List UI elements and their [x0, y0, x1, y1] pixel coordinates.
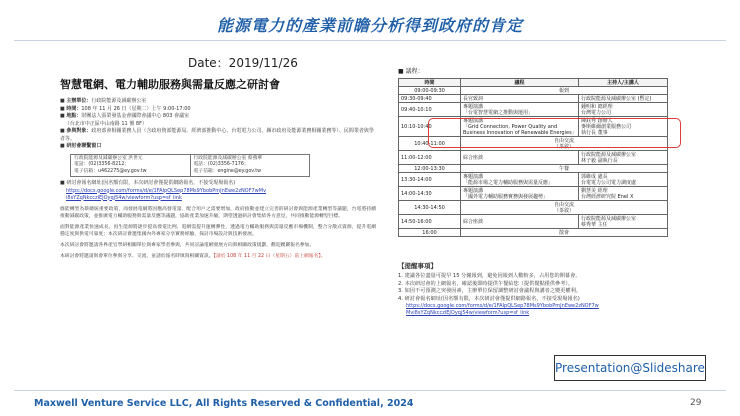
contact-card	[191, 155, 310, 177]
title-divider	[14, 40, 726, 41]
contact-phone: 電話：(02)3356-7176；	[193, 162, 249, 167]
header-speaker: 主持人/主講人	[579, 79, 668, 87]
footer-divider	[14, 390, 726, 391]
event-announcement-document	[60, 78, 376, 378]
agenda-topic: 專題演講 「國外電力輔助服務實務與發展趨勢」	[461, 187, 579, 201]
agenda-time: 14:50-16:00	[399, 215, 461, 229]
agenda-topic: 午餐	[461, 165, 668, 173]
agenda-speaker: 行政院能源及減碳辦公室 (暫定)	[579, 95, 668, 103]
agenda-row	[399, 201, 668, 215]
agenda-row	[399, 187, 668, 201]
highlighted-talk-outline	[428, 118, 681, 148]
agenda-time: 10:40-11:00	[399, 137, 461, 151]
contact-org: 行政院能源及減碳辦公室 洪世元	[74, 155, 143, 161]
agenda-speaker: 郭維成 處長 台電電力公司電力調度處	[579, 173, 668, 187]
agenda-time: 13:30-14:00	[399, 173, 461, 187]
header-topic: 議程	[461, 79, 579, 87]
note-item: 2. 本次研討會的上網報名，確認後即時提供午餐給您（提供餐點僅供參考）。	[398, 280, 574, 287]
event-info-line: ■ 研討會聯繫窗口	[60, 143, 102, 149]
agenda-speaker: 鍾明和 總經理 台灣電力公司	[579, 103, 668, 117]
agenda-topic: 報到	[461, 87, 668, 95]
agenda-time: 09:40-10:10	[399, 103, 461, 117]
page-number: 29	[690, 398, 702, 408]
header-time: 時間	[399, 79, 461, 87]
reminder-notes	[398, 262, 682, 317]
event-info-line: ■ 時間：108 年 11 月 26 日（星期二）上午 9:00-17:00	[60, 105, 191, 112]
event-info-line: （台北市中正區中山南路 11 號 8F）	[64, 120, 147, 127]
agenda-speaker: 行政院能源及減碳辦公室 林子毅 副執行長	[579, 151, 668, 165]
contact-org: 行政院能源及減碳辦公室 蔡燕華	[193, 155, 263, 161]
paragraph: 綠能轉型為蔡總統重要政策，而發展電網將因應高發電量、配合用戶之需要增加，政府推動並建立完善的研討會與能源產業轉型等議題，台電將持續推動減碳政策，並推廣電力輔助服務與需量反應等議題，協助產業加速升級，期望透過研討會集結各方意見，共同推動能源轉型目標。	[60, 206, 376, 219]
agenda-time: 11:00-12:00	[399, 151, 461, 165]
register-link[interactable]: https://docs.google.com/forms/d/e/1FAIpQLSep78Ms9YbobPmJnEwe2zNOF7wMv	[66, 187, 267, 194]
agenda-topic: 自由交流 （茶敘）	[461, 201, 668, 215]
event-info-line: ■ 參與對象：政府部會相關業務人員（含政府資部能源局、經濟部推動中心、台電電力公司、縣市政府及能源業務相關業務等）、民間業者與學者等。	[60, 128, 374, 142]
note-item: 1. 建議各位盡量可提早 15 分鐘報到，避免因報到人數較多，占用您的開幕會。	[398, 273, 581, 279]
agenda-row	[399, 173, 668, 187]
source-credit: Presentation@Slideshare	[554, 355, 706, 381]
agenda-row	[399, 151, 668, 165]
event-date: Date：2019/11/26	[188, 56, 298, 70]
agenda-topic: 專題演講 「能源市場之電力輔助服務與需量反應」	[461, 173, 579, 187]
agenda-topic: 自由交流 （茶敘）	[461, 137, 668, 151]
agenda-time: 09:30-09:40	[399, 95, 461, 103]
contact-phone: 電話：(02)3356-8212；	[74, 162, 130, 167]
notes-register-link-continued[interactable]: Mvi8sYZqNkcczlEJOyqj54w/viewform?usp=sf_link	[406, 310, 530, 317]
agenda-row	[399, 95, 668, 103]
agenda-topic: 綜合座談	[461, 215, 579, 229]
agenda-table	[398, 78, 668, 237]
paragraph: 本研討會將邀請與會單位參與分享、交流，並請於報名時填寫相關資訊。【請於 108 年 11 月 22 日（星期五）前上網報名】。	[60, 253, 326, 259]
agenda-time: 14:30-14:50	[399, 201, 461, 215]
agenda-time: 09:00-09:30	[399, 87, 461, 95]
agenda-row	[399, 165, 668, 173]
agenda-row	[399, 215, 668, 229]
register-link-continued[interactable]: i8sYZqNkcczlEJOyqj54w/viewform?usp=sf_link	[66, 194, 182, 201]
agenda-speaker: 劉慧美 經理 台灣經濟研究院 Enel X	[579, 187, 668, 201]
register-label: ■ 研討會報名網址(因名額有限，本次研討會僅提供網路報名，不接受現場報名)	[60, 180, 236, 186]
agenda-header-row	[399, 79, 668, 87]
agenda-topic: 長官致詞	[461, 95, 579, 103]
agenda-section	[398, 68, 678, 237]
paragraph: 本次研討會將邀請各界產官學研相關單位與專家學者參與，共同討論電網發展方向與相關政策規劃，歡迎踴躍報名參加。	[60, 242, 315, 248]
footer-copyright: Maxwell Venture Service LLC, All Rights Reserved & Confidential, 2024	[34, 398, 414, 409]
event-info-line: ■ 地點：財團法人張榮發基金會國際會議中心 803 會議室	[60, 113, 190, 119]
agenda-row	[399, 87, 668, 95]
note-item: 3. 如因不可預測之突發因素，主辦單位保留調整研討會議程與講者之變更權利。	[398, 288, 581, 295]
agenda-topic: 專題演講 「台電智慧電網之推動與運用」	[461, 103, 579, 117]
agenda-time: 12:00-13:30	[399, 165, 461, 173]
agenda-speaker: 行政院能源及減碳辦公室 蔡秀華 主任	[579, 215, 668, 229]
agenda-topic: 專題演講 「Grid Connection, Power Quality and Business Innovation of Renewable Energies」	[461, 117, 579, 137]
event-info-list	[60, 98, 376, 151]
notes-register-link[interactable]: https://docs.google.com/forms/d/e/1FAIpQLSep78Ms9YbobPmJnEwe2zNOF7w	[406, 303, 599, 310]
agenda-time: 14:00-14:30	[399, 187, 461, 201]
registration-deadline: 【請於 108 年 11 月 22 日（星期五）前上網報名】。	[213, 253, 326, 259]
notes-title: 【提醒事項】	[398, 262, 437, 270]
contact-email: 電子信箱：engine@ey.gov.tw	[193, 168, 262, 174]
paragraph: 面對能源產業快速成長，再生能源將逐步提高發電比例，電網需提升運轉彈性，透過電力輔助服務與需量反應市場機制，整合分散式資源，提升電網穩定度與供電可靠度；本次研討會邀集國內外專家分享實務經驗，探討市場設計與技術發展。	[60, 224, 376, 237]
agenda-label: ■ 議程：	[398, 68, 424, 75]
agenda-row	[399, 103, 668, 117]
agenda-speaker: 陳鈺秀 創辦人 麥斯維爾創業服務公司 執行長 董事	[579, 117, 668, 137]
contact-table	[70, 154, 310, 178]
agenda-topic: 散會	[461, 229, 668, 237]
agenda-topic: 綜合座談	[461, 151, 579, 165]
note-item: 4. 研討會報名網址(因名額有限，本次研討會僅提供網路報名，不接受現場報名)	[398, 295, 580, 302]
contact-card	[71, 155, 191, 177]
slide-title: 能源電力的產業前瞻分析得到政府的肯定	[216, 16, 523, 35]
agenda-time: 10:10-10:40	[399, 117, 461, 137]
agenda-time: 16:00	[399, 229, 461, 237]
document-heading: 智慧電網、電力輔助服務與需量反應之研討會	[60, 78, 280, 91]
event-info-line: ■ 主辦單位：行政院能源及減碳辦公室	[60, 98, 147, 104]
contact-email: 電子信箱：u462275@ey.gov.tw	[74, 168, 147, 174]
agenda-row	[399, 229, 668, 237]
